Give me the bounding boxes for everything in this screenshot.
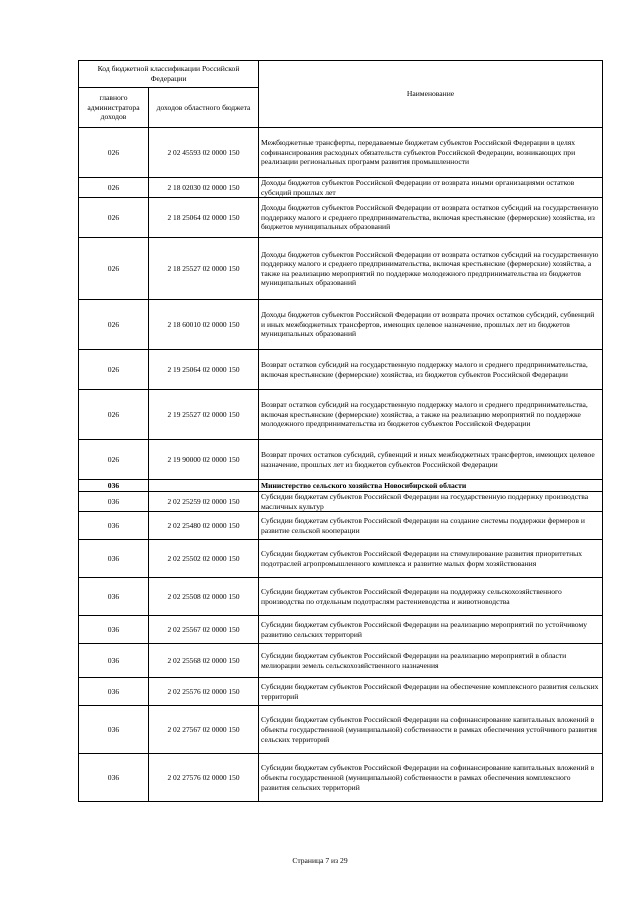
name-cell: Субсидии бюджетам субъектов Российской Федерации на государственную поддержку производства масличных культур: [259, 492, 603, 512]
income-code-cell: 2 02 25576 02 0000 150: [149, 678, 259, 706]
admin-code-cell: 026: [79, 178, 149, 198]
table-row: [79, 128, 603, 178]
header-group-label: Код бюджетной классификации Российской Федерации: [79, 61, 259, 88]
admin-code-cell: 026: [79, 350, 149, 390]
income-code-cell: 2 19 90000 02 0000 150: [149, 440, 259, 480]
table-row: [79, 492, 603, 512]
admin-code-cell: 026: [79, 238, 149, 300]
admin-code-cell: 026: [79, 440, 149, 480]
name-cell: Субсидии бюджетам субъектов Российской Федерации на обеспечение комплексного развития сельских территорий: [259, 678, 603, 706]
name-cell: Возврат остатков субсидий на государственную поддержку малого и среднего предпринимательства, включая крестьянские (фермерские) хозяйства, из бюджетов субъектов Российской Федерации: [259, 350, 603, 390]
name-cell: Возврат остатков субсидий на государственную поддержку малого и среднего предпринимательства, включая крестьянские (фермерские) хозяйства, а также на реализацию мероприятий по поддержке молодежного предпринимательства из бюджетов субъектов Российской Федерации: [259, 390, 603, 440]
table-row: [79, 350, 603, 390]
name-cell: Субсидии бюджетам субъектов Российской Федерации на поддержку сельскохозяйственного производства по отдельным подотраслям растениеводства и животноводства: [259, 578, 603, 616]
income-code-cell: 2 18 25527 02 0000 150: [149, 238, 259, 300]
table-row: [79, 440, 603, 480]
income-code-cell: 2 18 02030 02 0000 150: [149, 178, 259, 198]
income-code-cell: 2 02 25480 02 0000 150: [149, 512, 259, 540]
table-row: [79, 616, 603, 644]
income-code-cell: 2 02 25567 02 0000 150: [149, 616, 259, 644]
table-row: [79, 754, 603, 802]
name-cell: Субсидии бюджетам субъектов Российской Федерации на софинансирование капитальных вложений в объекты государственной (муниципальной) собственности в рамках обеспечения устойчивого развития сельских территорий: [259, 706, 603, 754]
header-kbk: доходов областного бюджета: [149, 88, 259, 128]
name-cell: Субсидии бюджетам субъектов Российской Федерации на создание системы поддержки фермеров и развитие сельской кооперации: [259, 512, 603, 540]
table-header: [79, 61, 603, 128]
table-row: [79, 678, 603, 706]
income-code-cell: 2 02 25568 02 0000 150: [149, 644, 259, 678]
admin-code-cell: 036: [79, 754, 149, 802]
table-row: [79, 238, 603, 300]
table-row: [79, 578, 603, 616]
table-row: [79, 480, 603, 492]
admin-code-cell: 026: [79, 390, 149, 440]
name-cell: Субсидии бюджетам субъектов Российской Федерации на стимулирование развития приоритетных подотраслей агропромышленного комплекса и развитие малых форм хозяйствования: [259, 540, 603, 578]
income-code-cell: 2 02 45593 02 0000 150: [149, 128, 259, 178]
income-code-cell: 2 19 25527 02 0000 150: [149, 390, 259, 440]
admin-code-cell: 026: [79, 198, 149, 238]
table-body: [79, 128, 603, 802]
name-cell: Субсидии бюджетам субъектов Российской Федерации на реализацию мероприятий в области мелиорации земель сельскохозяйственного назначения: [259, 644, 603, 678]
budget-classification-table: [78, 60, 603, 802]
admin-code-cell: 036: [79, 644, 149, 678]
name-cell: Межбюджетные трансферты, передаваемые бюджетам субъектов Российской Федерации в целях софинансирования расходных обязательств субъектов Российской Федерации, возникающих при реализации региональных программ развития промышленности: [259, 128, 603, 178]
income-code-cell: 2 02 25259 02 0000 150: [149, 492, 259, 512]
admin-code-cell: 036: [79, 678, 149, 706]
income-code-cell: 2 18 25064 02 0000 150: [149, 198, 259, 238]
name-cell: Доходы бюджетов субъектов Российской Федерации от возврата прочих остатков субсидий, субвенций и иных межбюджетных трансфертов, имеющих целевое назначение, прошлых лет из бюджетов муниципальных образований: [259, 300, 603, 350]
admin-code-cell: 036: [79, 706, 149, 754]
table-row: [79, 512, 603, 540]
admin-code-cell: 036: [79, 492, 149, 512]
admin-code-cell: 036: [79, 480, 149, 492]
admin-code-cell: 036: [79, 540, 149, 578]
table-row: [79, 198, 603, 238]
table-row: [79, 644, 603, 678]
income-code-cell: 2 02 27576 02 0000 150: [149, 754, 259, 802]
document-page: [78, 60, 602, 802]
income-code-cell: 2 02 27567 02 0000 150: [149, 706, 259, 754]
page-number: Страница 7 из 29: [292, 856, 348, 865]
header-admin: главного администратора доходов: [79, 88, 149, 128]
table-row: [79, 300, 603, 350]
admin-code-cell: 036: [79, 578, 149, 616]
income-code-cell: 2 02 25502 02 0000 150: [149, 540, 259, 578]
income-code-cell: 2 18 60010 02 0000 150: [149, 300, 259, 350]
table-row: [79, 390, 603, 440]
name-cell: Возврат прочих остатков субсидий, субвенций и иных межбюджетных трансфертов, имеющих целевое назначение, прошлых лет из бюджетов субъектов Российской Федерации: [259, 440, 603, 480]
table-row: [79, 178, 603, 198]
table-row: [79, 540, 603, 578]
income-code-cell: 2 02 25508 02 0000 150: [149, 578, 259, 616]
table-row: [79, 706, 603, 754]
name-cell: Министерство сельского хозяйства Новосибирской области: [259, 480, 603, 492]
name-cell: Доходы бюджетов субъектов Российской Федерации от возврата остатков субсидий на государственную поддержку малого и среднего предпринимательства, включая крестьянские (фермерские) хозяйства, а также на реализацию мероприятий по поддержке молодежного предпринимательства из бюджетов муниципальных образований: [259, 238, 603, 300]
name-cell: Доходы бюджетов субъектов Российской Федерации от возврата остатков субсидий на государственную поддержку малого и среднего предпринимательства, включая крестьянские (фермерские) хозяйства, из бюджетов муниципальных образований: [259, 198, 603, 238]
admin-code-cell: 026: [79, 128, 149, 178]
header-name: Наименование: [259, 61, 603, 128]
name-cell: Субсидии бюджетам субъектов Российской Федерации на софинансирование капитальных вложений в объекты государственной (муниципальной) собственности в рамках обеспечения комплексного развития сельских территорий: [259, 754, 603, 802]
admin-code-cell: 026: [79, 300, 149, 350]
name-cell: Доходы бюджетов субъектов Российской Федерации от возврата иными организациями остатков субсидий прошлых лет: [259, 178, 603, 198]
name-cell: Субсидии бюджетам субъектов Российской Федерации на реализацию мероприятий по устойчивому развитию сельских территорий: [259, 616, 603, 644]
admin-code-cell: 036: [79, 616, 149, 644]
income-code-cell: [149, 480, 259, 492]
income-code-cell: 2 19 25064 02 0000 150: [149, 350, 259, 390]
admin-code-cell: 036: [79, 512, 149, 540]
